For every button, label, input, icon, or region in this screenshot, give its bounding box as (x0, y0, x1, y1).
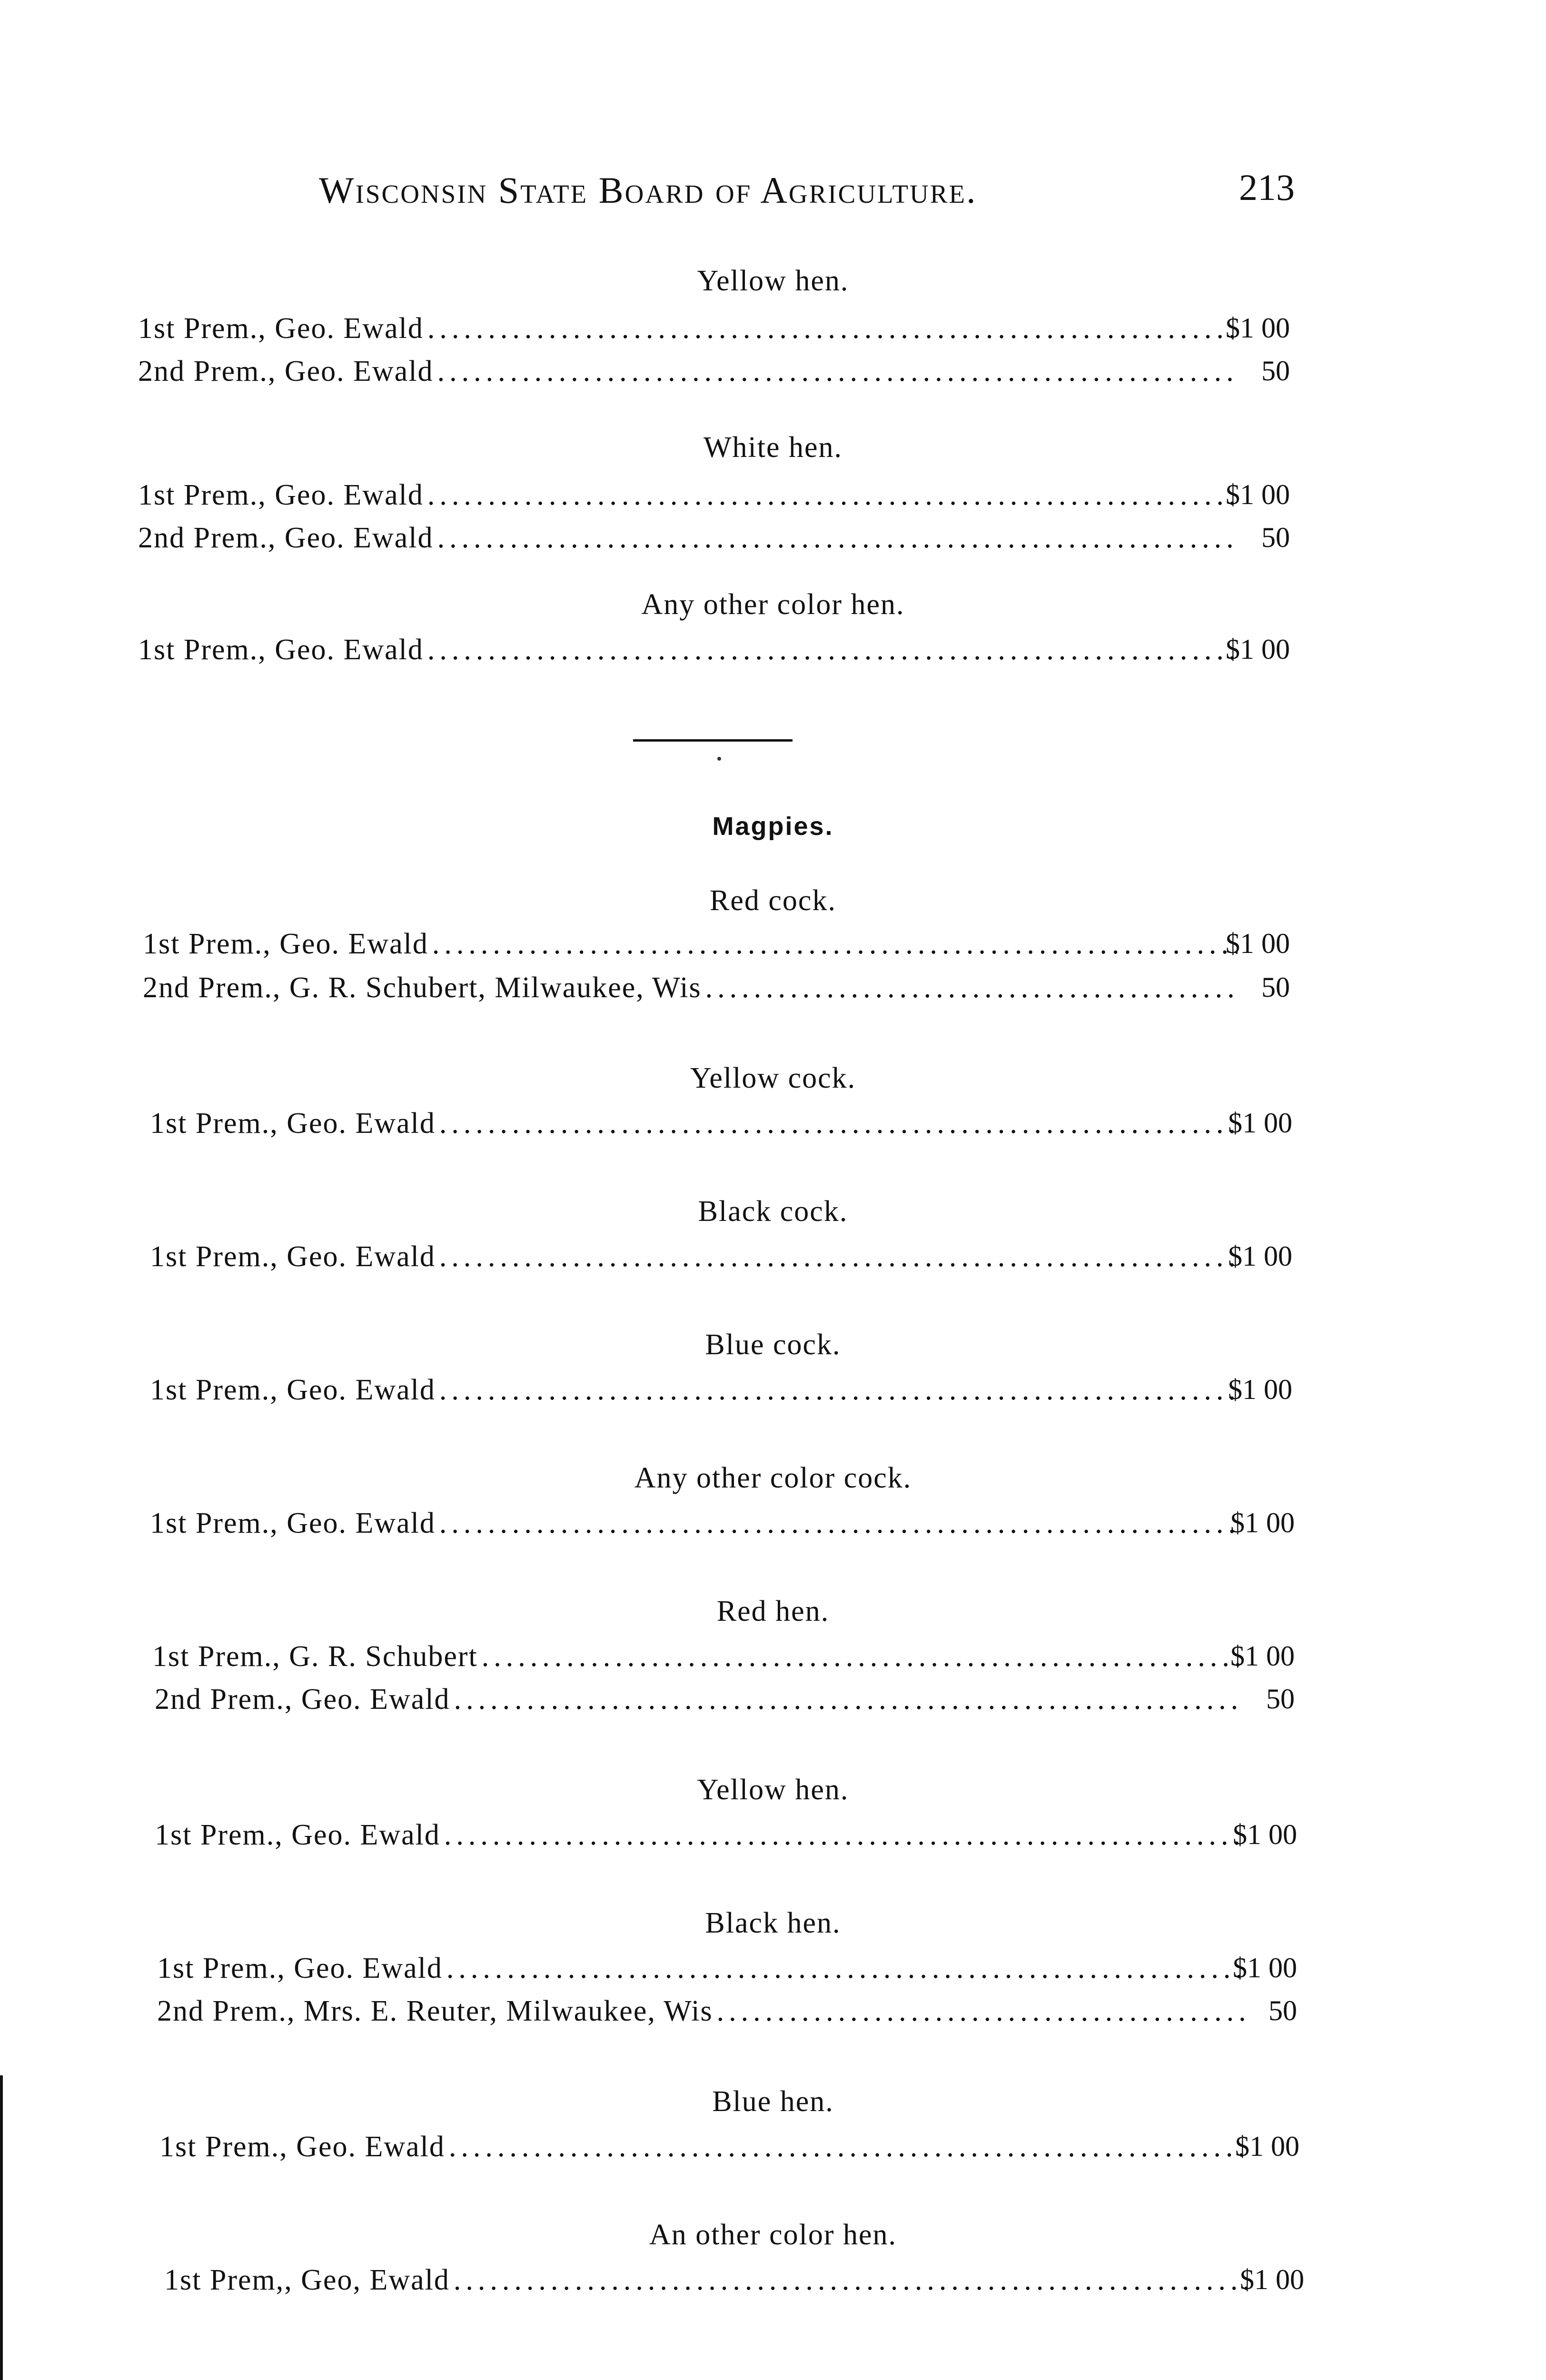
premium-amount: 50 (1261, 972, 1290, 1003)
premium-entry: 2nd Prem., Geo. Ewald (155, 1683, 450, 1716)
premium-amount: $1 00 (1233, 1952, 1297, 1983)
premium-entry: 1st Prem., Geo. Ewald (138, 312, 424, 345)
category-title: Blue cock. (705, 1329, 841, 1361)
premium-amount: $1 00 (1226, 634, 1290, 665)
dot-leader (449, 2130, 1247, 2164)
premium-entry: 1st Prem., Geo. Ewald (157, 1952, 443, 1984)
premium-row (138, 312, 1290, 350)
premium-entry: 1st Prem., Geo. Ewald (138, 634, 424, 666)
dot-leader (432, 927, 1238, 961)
category-title: Black cock. (698, 1195, 848, 1228)
category-title: White hen. (703, 431, 842, 464)
premium-row (164, 2263, 1304, 2301)
premium-entry: 2nd Prem., Geo. Ewald (138, 522, 434, 554)
premium-amount: $1 00 (1235, 2131, 1299, 2162)
premium-row (152, 1640, 1295, 1678)
running-title: Wisconsin State Board of Agriculture. (319, 169, 977, 211)
dot-leader (717, 1994, 1245, 2028)
premium-row (138, 521, 1290, 559)
section-heading: Magpies. (712, 812, 834, 841)
premium-amount: $1 00 (1240, 2264, 1304, 2295)
premium-entry: 1st Prem., Geo. Ewald (150, 1240, 436, 1273)
premium-row (150, 1107, 1292, 1145)
premium-row (138, 478, 1290, 516)
premium-entry: 2nd Prem., Geo. Ewald (138, 355, 434, 387)
page-number: 213 (1239, 167, 1295, 208)
premium-amount: $1 00 (1226, 479, 1290, 510)
premium-row (157, 1952, 1297, 1990)
dot-leader (444, 1818, 1245, 1852)
divider-ornament (717, 757, 721, 761)
category-title: Blue hen. (712, 2085, 834, 2118)
category-title: Yellow cock. (690, 1062, 856, 1094)
premium-amount: 50 (1266, 1683, 1295, 1715)
category-title: Red hen. (716, 1595, 830, 1627)
premium-row (157, 1994, 1297, 2033)
premium-row (150, 1240, 1292, 1278)
premium-row (155, 1683, 1295, 1721)
premium-entry: 1st Prem., Geo. Ewald (150, 1507, 436, 1539)
category-title: Yellow hen. (697, 1774, 849, 1806)
dot-leader (439, 1373, 1240, 1407)
category-title: An other color hen. (649, 2219, 897, 2251)
premium-row (150, 1507, 1295, 1545)
dot-leader (439, 1240, 1240, 1274)
premium-entry: 1st Prem,, Geo, Ewald (164, 2264, 450, 2296)
dot-leader (427, 478, 1238, 512)
premium-amount: $1 00 (1230, 1507, 1295, 1538)
premium-amount: $1 00 (1228, 1107, 1292, 1139)
premium-amount: $1 00 (1233, 1819, 1297, 1850)
premium-row (143, 927, 1290, 965)
premium-entry: 1st Prem., Geo. Ewald (150, 1107, 436, 1140)
category-title: Black hen. (705, 1907, 841, 1939)
premium-entry: 1st Prem., Geo. Ewald (159, 2131, 445, 2163)
category-title: Any other color cock. (634, 1462, 912, 1494)
premium-row (143, 971, 1290, 1009)
premium-amount: $1 00 (1228, 1374, 1292, 1405)
premium-entry: 1st Prem., Geo. Ewald (155, 1819, 440, 1851)
premium-entry: 1st Prem., Geo. Ewald (138, 479, 424, 511)
premium-entry: 2nd Prem., Mrs. E. Reuter, Milwaukee, Wis (157, 1995, 713, 2027)
premium-row (138, 633, 1290, 671)
section-divider-rule (633, 739, 793, 742)
premium-amount: 50 (1269, 1995, 1297, 2026)
category-title: Any other color hen. (641, 588, 905, 621)
premium-amount: 50 (1261, 355, 1290, 387)
dot-leader (439, 1507, 1242, 1540)
premium-entry: 1st Prem., Geo. Ewald (150, 1374, 436, 1406)
dot-leader (439, 1107, 1240, 1140)
category-title: Red cock. (710, 884, 836, 917)
dot-leader (427, 633, 1238, 667)
premium-row (138, 355, 1290, 393)
premium-amount: $1 00 (1230, 1640, 1295, 1672)
dot-leader (482, 1640, 1242, 1674)
dot-leader (454, 2263, 1252, 2297)
dot-leader (437, 521, 1238, 555)
dot-leader (437, 355, 1238, 388)
premium-entry: 2nd Prem., G. R. Schubert, Milwaukee, Wis (143, 972, 702, 1004)
premium-row (159, 2130, 1299, 2168)
premium-entry: 1st Prem., G. R. Schubert (152, 1640, 478, 1673)
dot-leader (427, 312, 1238, 346)
premium-amount: $1 00 (1226, 928, 1290, 959)
category-title: Yellow hen. (697, 265, 849, 297)
premium-amount: 50 (1261, 522, 1290, 553)
premium-entry: 1st Prem., Geo. Ewald (143, 928, 428, 960)
dot-leader (454, 1683, 1242, 1716)
premium-amount: $1 00 (1226, 312, 1290, 344)
page-header (314, 169, 1295, 221)
dot-leader (705, 971, 1238, 1005)
premium-row (155, 1818, 1297, 1856)
premium-amount: $1 00 (1228, 1240, 1292, 1272)
premium-row (150, 1373, 1292, 1411)
dot-leader (446, 1952, 1245, 1985)
